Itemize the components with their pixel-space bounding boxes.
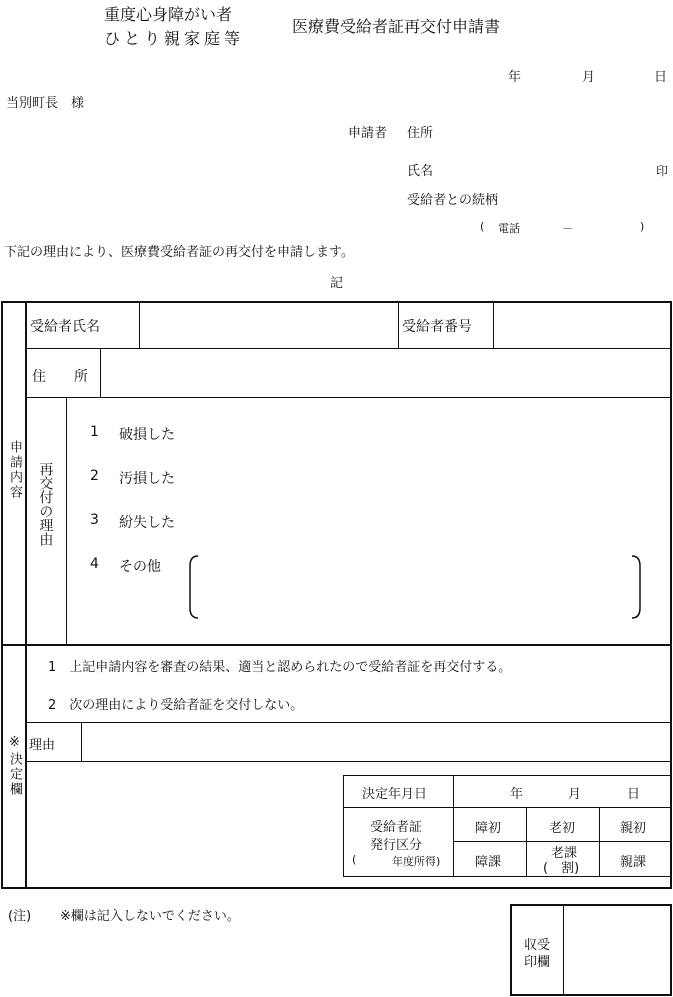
decision-date-label: 決定年月日	[362, 787, 428, 802]
application-side-label: 申請内容	[7, 440, 22, 500]
cell-single-parent-taxed: 親課	[620, 855, 647, 870]
date-year-label: 年	[508, 70, 522, 85]
other-reason-brackets[interactable]	[186, 554, 646, 620]
row1-divider-c	[493, 302, 494, 348]
reason-1-num: 1	[90, 424, 99, 440]
reason-row-bottom-line	[26, 761, 671, 762]
reason-row-top-line	[26, 722, 671, 723]
cell-elderly-taxed: 老課	[551, 846, 578, 861]
left-bracket	[190, 556, 198, 618]
reason-2-text[interactable]: 汚損した	[119, 471, 175, 487]
note-text: ※欄は記入しないでください。	[60, 909, 240, 924]
addressee: 当別町長 様	[6, 96, 85, 111]
decision-date-year: 年	[510, 787, 524, 802]
decision-option-1[interactable]: 1 上記申請内容を審査の結果、適当と認められたので受給者証を再交付する。	[48, 660, 512, 675]
decision-reason-label: 理由	[29, 738, 56, 753]
recipient-name-field[interactable]	[141, 304, 396, 346]
relation-label: 受給者との続柄	[407, 193, 499, 208]
phone-open-paren: (	[480, 220, 485, 233]
decision-option-2[interactable]: 2 次の理由により受給者証を交付しない。	[48, 698, 304, 713]
cell-disability-initial: 障初	[475, 821, 502, 836]
request-statement: 下記の理由により、医療費受給者証の再交付を申請します。	[4, 245, 354, 260]
receipt-stamp-label-2: 印欄	[524, 955, 551, 970]
row2-bottom-line	[26, 397, 671, 398]
reason-4-text[interactable]: その他	[119, 559, 161, 575]
document-title: 医療費受給者証再交付申請書	[292, 17, 501, 36]
reason-3-text[interactable]: 紛失した	[119, 515, 175, 531]
decision-table-col-line-1	[453, 775, 454, 877]
date-month-label: 月	[582, 70, 596, 85]
category-line2: ひとり親家庭等	[104, 29, 245, 48]
side-column-divider	[25, 302, 27, 888]
address-field[interactable]	[102, 351, 669, 395]
reason-2-num: 2	[90, 468, 99, 484]
reason-label-divider	[66, 398, 67, 644]
applicant-address-label: 住所	[407, 126, 434, 141]
decision-date-day: 日	[627, 787, 641, 802]
note-prefix: (注)	[8, 909, 32, 924]
decision-table-row-line-1	[343, 807, 672, 808]
row1-bottom-line	[26, 348, 671, 349]
decision-side-label: ※決定欄	[7, 735, 22, 797]
phone-close-paren: )	[640, 220, 645, 233]
row1-divider-b	[398, 302, 399, 348]
issue-class-open-paren: (	[352, 853, 357, 866]
applicant-label: 申請者	[348, 126, 388, 141]
seal-mark: 印	[656, 164, 669, 178]
reason-4-num: 4	[90, 556, 99, 572]
receipt-stamp-label-1: 収受	[524, 938, 551, 953]
phone-label: 電話	[498, 222, 520, 235]
section-divider	[2, 644, 671, 646]
date-day-label: 日	[654, 70, 668, 85]
reason-1-text[interactable]: 破損した	[119, 427, 175, 443]
right-bracket	[632, 556, 640, 618]
cell-elderly-taxed-rate: ( 割)	[543, 861, 580, 876]
recipient-number-field[interactable]	[495, 304, 669, 346]
reason-label: 再交付の理由	[37, 462, 54, 546]
phone-dash: －	[562, 222, 573, 235]
cell-single-parent-initial: 親初	[620, 821, 647, 836]
recipient-name-label: 受給者氏名	[30, 319, 100, 335]
issue-class-line2: 発行区分	[370, 838, 423, 853]
row2-divider	[100, 349, 101, 397]
cell-elderly-initial: 老初	[549, 821, 576, 836]
address-label: 住 所	[32, 369, 88, 385]
issue-class-line1: 受給者証	[370, 820, 423, 835]
receipt-stamp-divider	[563, 905, 564, 995]
reason-row-divider	[81, 722, 82, 761]
cell-disability-taxed: 障課	[475, 855, 502, 870]
reason-3-num: 3	[90, 512, 99, 528]
decision-table-col-line-3	[599, 807, 600, 877]
applicant-name-label: 氏名	[407, 164, 434, 179]
row1-divider-a	[139, 302, 140, 348]
recipient-number-label: 受給者番号	[402, 319, 472, 335]
ki-heading: 記	[330, 276, 344, 291]
decision-reason-field[interactable]	[83, 724, 669, 759]
decision-date-month: 月	[568, 787, 582, 802]
decision-table-col-line-2	[526, 807, 527, 877]
category-line1: 重度心身障がい者	[104, 5, 233, 24]
issue-class-fiscal-year: 年度所得)	[392, 855, 441, 868]
